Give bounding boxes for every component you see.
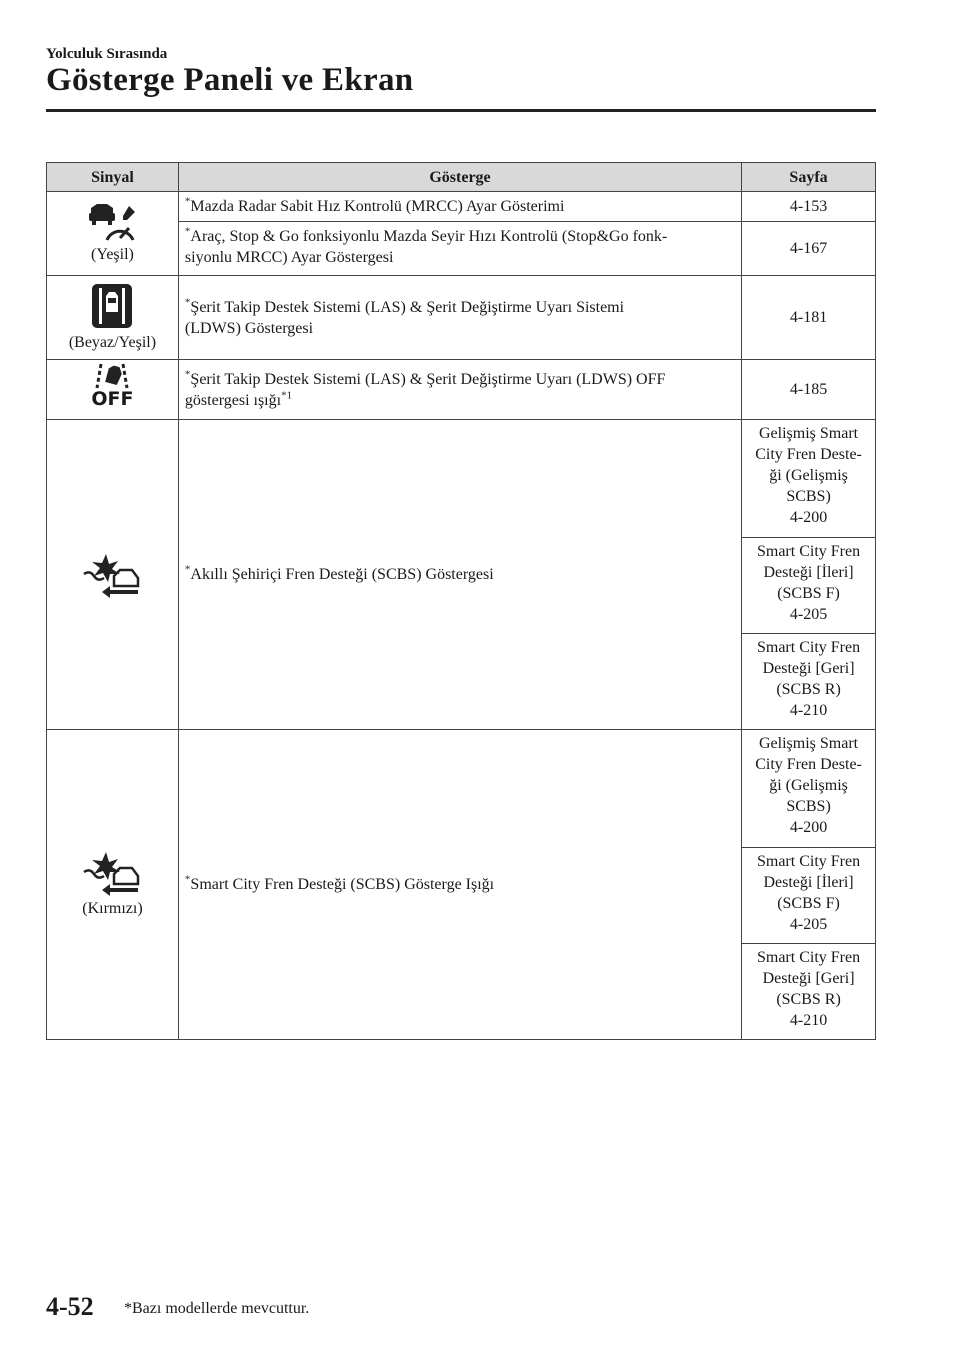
table-row — [47, 276, 876, 360]
table-row — [47, 192, 876, 222]
table-row — [47, 730, 876, 848]
header-signal: Sinyal — [47, 163, 179, 192]
signal-color-label: (Yeşil) — [91, 246, 134, 263]
signal-color-label: (Beyaz/Yeşil) — [68, 334, 157, 351]
indicator-description: *Akıllı Şehiriçi Fren Desteği (SCBS) Göstergesi — [178, 420, 741, 730]
scbs-brake-icon — [47, 552, 178, 598]
indicator-table — [46, 162, 876, 1040]
off-label: OFF — [91, 387, 134, 410]
signal-cell — [47, 730, 179, 1040]
footnote: *Bazı modellerde mevcuttur. — [124, 1300, 310, 1317]
indicator-description: *Smart City Fren Desteği (SCBS) Gösterge Işığı — [178, 730, 741, 1040]
page-number: 4-52 — [46, 1292, 94, 1321]
indicator-description: *Araç, Stop & Go fonksiyonlu Mazda Seyir Hızı Kontrolü (Stop&Go fonk- siyonlu MRCC) Ayar Göstergesi — [178, 222, 741, 276]
indicator-description: *Şerit Takip Destek Sistemi (LAS) & Şerit Değiştirme Uyarı Sistemi (LDWS) Göstergesi — [178, 276, 741, 360]
table-row — [47, 360, 876, 420]
header-page: Sayfa — [742, 163, 876, 192]
table-row — [47, 420, 876, 538]
page-reference: Smart City Fren Desteği [İleri] (SCBS F) 4-205 — [742, 848, 876, 944]
page-reference: Smart City Fren Desteği [İleri] (SCBS F) 4-205 — [742, 538, 876, 634]
lane-keep-off-icon — [87, 362, 137, 412]
page-reference: Smart City Fren Desteği [Geri] (SCBS R) 4-210 — [742, 944, 876, 1040]
page-title: Gösterge Paneli ve Ekran — [46, 62, 414, 98]
signal-cell — [47, 192, 179, 276]
page-reference: 4-181 — [742, 276, 876, 360]
page-reference: Smart City Fren Desteği [Geri] (SCBS R) 4-210 — [742, 634, 876, 730]
indicator-description: *Mazda Radar Sabit Hız Kontrolü (MRCC) Ayar Gösterimi — [178, 192, 741, 222]
signal-cell — [47, 360, 179, 420]
indicator-description: *Şerit Takip Destek Sistemi (LAS) & Şerit Değiştirme Uyarı (LDWS) OFF göstergesi ışığı$^{*1}$ — [178, 360, 741, 420]
signal-color-label: (Kırmızı) — [82, 900, 143, 917]
table-header-row — [47, 163, 876, 192]
signal-cell — [47, 420, 179, 730]
section-label: Yolculuk Sırasında — [46, 46, 168, 62]
page-reference: 4-167 — [742, 222, 876, 276]
lane-keep-assist-icon — [47, 282, 178, 330]
radar-cruise-set-icon — [47, 202, 178, 242]
page-reference: 4-185 — [742, 360, 876, 420]
scbs-warning-icon — [47, 850, 178, 896]
page-reference: Gelişmiş Smart City Fren Deste- ği (Gelişmiş SCBS) 4-200 — [742, 730, 876, 848]
signal-cell — [47, 276, 179, 360]
page-reference: 4-153 — [742, 192, 876, 222]
title-divider — [46, 109, 876, 112]
page-reference: Gelişmiş Smart City Fren Deste- ği (Gelişmiş SCBS) 4-200 — [742, 420, 876, 538]
header-indicator: Gösterge — [178, 163, 741, 192]
